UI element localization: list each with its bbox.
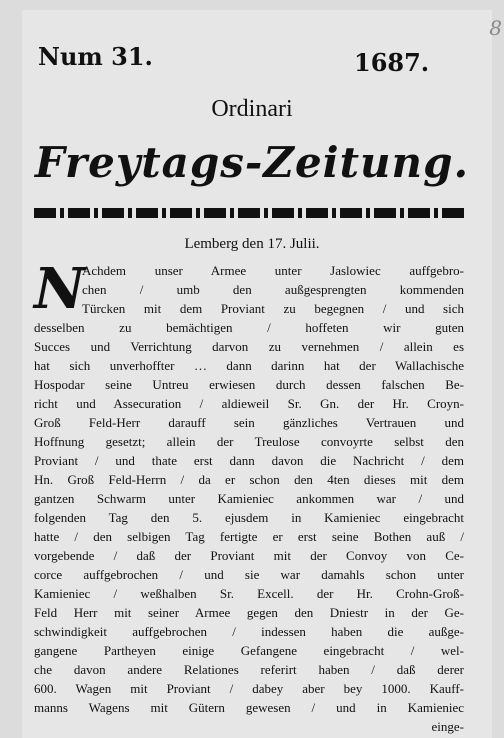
- article-line: folgenden Tag den 5. ejusdem in Kamieniec eingebracht: [34, 510, 464, 525]
- article-line: Feld Herr mit seiner Armee gegen den Dniestr in der Ge-: [34, 605, 464, 620]
- article-line: vorgebende / daß der Proviant mit der Convoy von Ce-: [34, 548, 464, 563]
- article-line: richt und Assecuration / aldieweil Sr. Gn. der Hr. Croyn-: [34, 396, 464, 411]
- issue-number: Num 31.: [38, 42, 153, 71]
- article-line: Hospodar seine Untreu erwiesen durch dessen falschen Be-: [34, 377, 464, 392]
- article-line: Türcken mit dem Proviant zu begegnen / und sich: [82, 301, 464, 316]
- drop-cap: N: [34, 256, 86, 322]
- article-line: 600. Wagen mit Proviant / dabey aber bey 1000. Kauff-: [34, 681, 464, 696]
- masthead-title: Freytags-Zeitung.: [34, 138, 470, 187]
- masthead-subtitle: Ordinari: [211, 96, 293, 122]
- article-line: einge-: [431, 719, 464, 734]
- article-line: corce auffgebrochen / und sie war damahls schon unter: [34, 567, 464, 582]
- issue-year: 1687.: [354, 48, 430, 77]
- article-line: Succes und Verrichtung darvon zu vernehmen / allein es: [34, 339, 464, 354]
- article-line: manns Wagens mit Gütern gewesen / und in Kamieniec: [34, 700, 464, 715]
- article-dateline: Lemberg den 17. Julii.: [184, 236, 320, 252]
- article-line: Hoffnung gesetzt; allein der Treulose convoyrte selbst den: [34, 434, 464, 449]
- article-line: hatte / den selbigen Tag fertigte er erst seine Bothen auß /: [34, 529, 464, 544]
- article-line: che davon andere Relationes referirt haben / daß derer: [34, 662, 464, 677]
- article-line: gangene Partheyen einige Gefangene eingebracht / wel-: [34, 643, 464, 658]
- article-line: Proviant / und thate erst dann davon die Nachricht / dem: [34, 453, 464, 468]
- article-line: schwindigkeit auffgebrochen / indessen haben die außge-: [34, 624, 464, 639]
- article-line: hat sich unverhoffter … dann darinn hat der Wallachische: [34, 358, 464, 373]
- article-line: gantzen Schwarm unter Kamieniec ankommen war / und: [34, 491, 464, 506]
- article-line: Groß Feld-Herr darauff sein gänzliches Vertrauen und: [34, 415, 464, 430]
- article-line: desselben zu bemächtigen / hoffeten wir guten: [34, 320, 464, 335]
- ornamental-rule: [34, 208, 466, 218]
- article-line: Kamieniec / weßhalben Sr. Excell. der Hr. Crohn-Groß-: [34, 586, 464, 601]
- margin-note: 8: [489, 16, 502, 40]
- article-line: Hn. Groß Feld-Herrn / da er schon den 4ten dieses mit dem: [34, 472, 464, 487]
- article-line: Achdem unser Armee unter Jaslowiec auffgebro-: [82, 263, 464, 278]
- article-line: chen / umb den außgesprengten kommenden: [82, 282, 464, 297]
- article-body: [34, 261, 464, 736]
